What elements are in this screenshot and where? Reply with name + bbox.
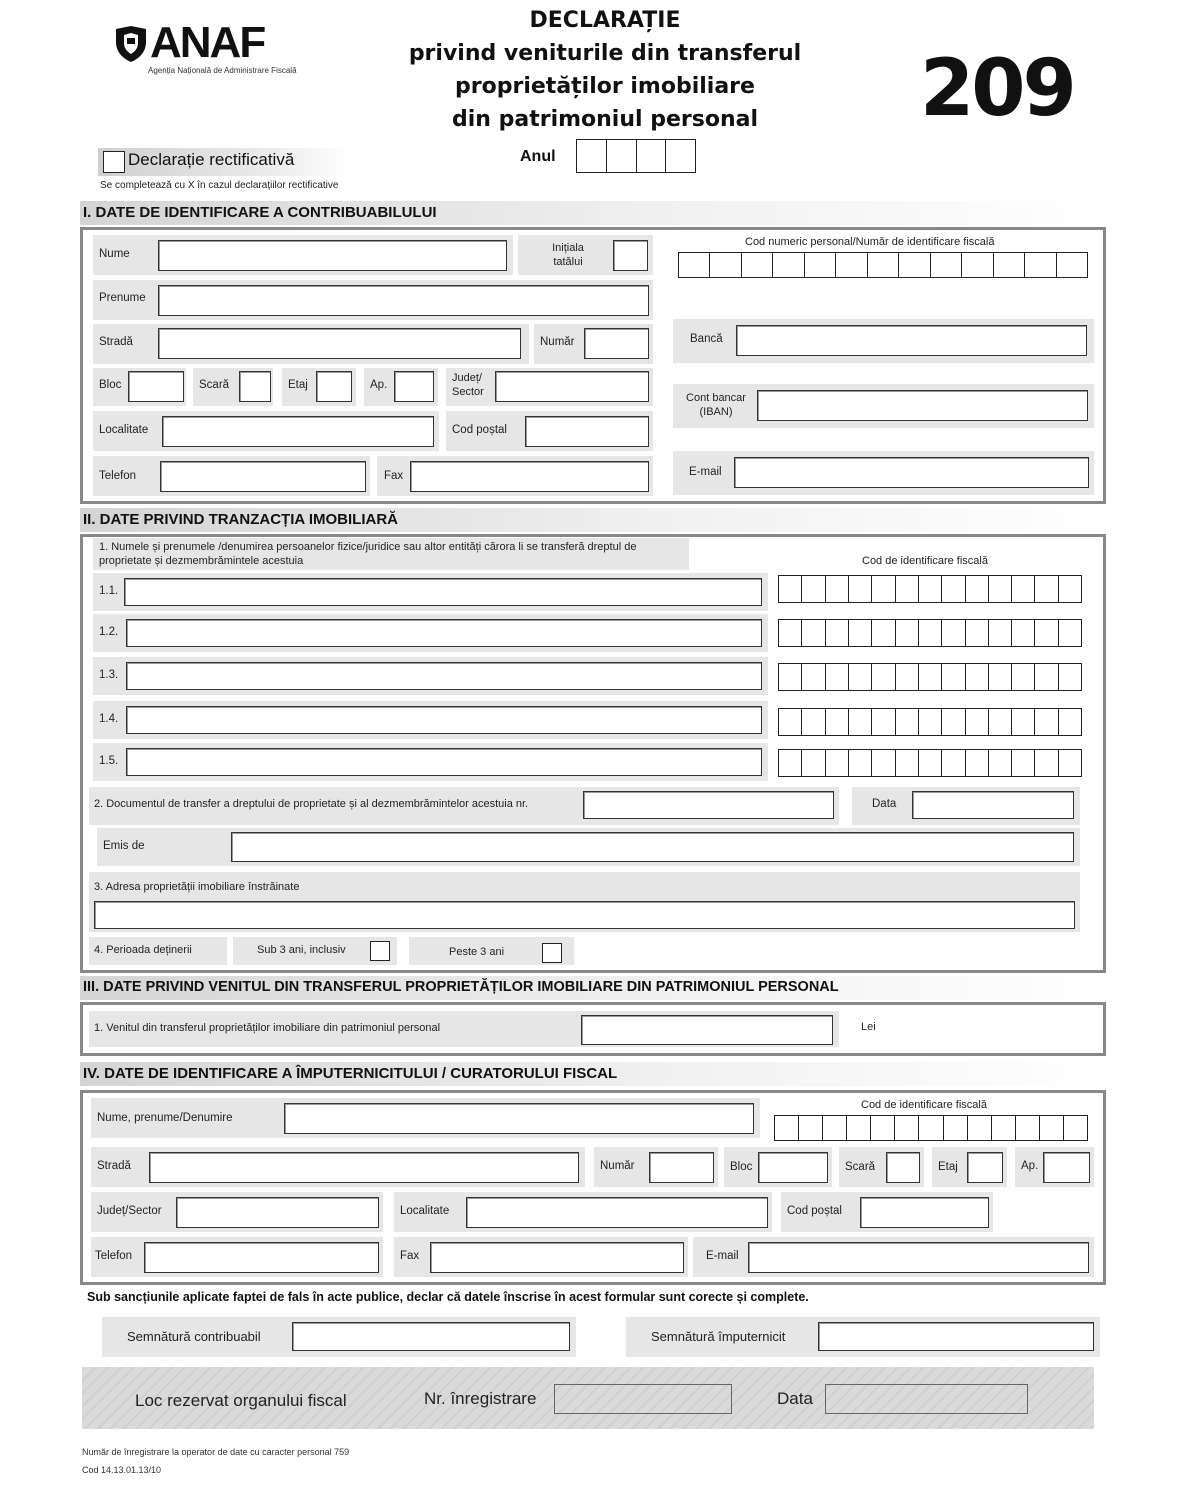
imp-scara-label: Scară [845,1161,876,1173]
judet-label-1: Județ/ [452,372,482,384]
semn-contribuabil-input[interactable] [292,1322,570,1351]
cont-input[interactable] [757,390,1088,421]
scara-input[interactable] [239,371,271,402]
sub3-checkbox[interactable] [370,941,390,961]
person-row-5-label: 1.5. [99,755,119,767]
imp-fax-input[interactable] [430,1242,684,1273]
year-label: Anul [520,148,556,165]
persons-label-1: 1. Numele și prenumele /denumirea persoanelor fizice/juridice sau altor entități cărora li se transferă dreptul de [99,541,637,553]
banca-input[interactable] [736,325,1087,356]
lei-label: Lei [861,1021,876,1033]
fax-label: Fax [384,470,404,482]
data-input[interactable] [912,791,1074,819]
prenume-label: Prenume [99,292,146,304]
imp-cif-grid[interactable] [774,1115,1088,1141]
year-input[interactable] [576,139,696,173]
persons-label-2: proprietate și dezmembrămintele acestuia [99,555,304,567]
bloc-input[interactable] [128,371,184,402]
document-label: 2. Documentul de transfer a dreptului de proprietate și al dezmembrămintelor acestuia nr. [94,798,529,810]
imp-ap-label: Ap. [1021,1160,1039,1172]
title-line-2: privind veniturile din transferul [408,41,802,66]
fax-input[interactable] [410,461,649,492]
cnp-grid[interactable] [678,252,1088,278]
cnp-label: Cod numeric personal/Număr de identificare fiscală [745,236,995,248]
emis-de-input[interactable] [231,832,1074,862]
section-1-header [80,201,1106,225]
person-row-2-input[interactable] [126,619,762,647]
section-4-title: IV. DATE DE IDENTIFICARE A ÎMPUTERNICITULUI / CURATORULUI FISCAL [83,1065,618,1082]
semn-imputernicit-input[interactable] [818,1322,1094,1351]
emis-de-label: Emis de [103,840,145,852]
cont-label [680,391,752,419]
adresa-input[interactable] [94,901,1075,929]
sub3-label: Sub 3 ani, inclusiv [257,944,346,956]
nume-label: Nume [99,248,130,260]
imp-strada-input[interactable] [149,1152,579,1183]
cod-postal-label: Cod poștal [452,424,507,436]
person-row-3-label: 1.3. [99,669,119,681]
etaj-label: Etaj [288,379,308,391]
bloc-label: Bloc [99,379,122,391]
imp-cod-postal-input[interactable] [860,1197,989,1228]
cont-label-1: Cont bancar [686,392,746,404]
cont-label-2: (IBAN) [699,406,733,418]
persons-label [99,540,636,568]
loc-rezervat-label: Loc rezervat organului fiscal [135,1391,347,1410]
adresa-label: 3. Adresa proprietății imobiliare înstrăinate [94,881,300,893]
data-label: Data [872,798,897,810]
imp-bloc-label: Bloc [730,1161,753,1173]
person-row-1-label: 1.1. [99,585,119,597]
imp-fax-label: Fax [400,1250,420,1262]
section-3-title: III. DATE PRIVIND VENITUL DIN TRANSFERUL PROPRIETĂȚILOR IMOBILIARE DIN PATRIMONIUL PERSONAL [83,979,839,995]
reserved-data-box [825,1384,1028,1414]
section-1-title: I. DATE DE IDENTIFICARE A CONTRIBUABILULUI [83,204,437,221]
person-row-5-input[interactable] [126,748,762,776]
imp-bloc-input[interactable] [758,1152,828,1183]
imp-nume-input[interactable] [284,1103,754,1134]
imp-ap-input[interactable] [1043,1152,1090,1183]
imp-judet-label: Județ/Sector [97,1205,162,1217]
imp-judet-input[interactable] [176,1197,379,1228]
nr-inregistrare-box [554,1384,732,1414]
judet-input[interactable] [495,371,649,402]
imp-nume-label: Nume, prenume/Denumire [97,1112,233,1124]
imp-email-input[interactable] [748,1242,1089,1273]
form-number: 209 [920,44,1074,134]
imp-etaj-label: Etaj [938,1161,958,1173]
anaf-shield-icon [114,26,148,62]
anaf-logo [112,18,317,78]
judet-label [446,371,492,399]
title-line-4: din patrimoniul personal [452,107,758,132]
imp-email-label: E-mail [706,1250,739,1262]
cif-label: Cod de identificare fiscală [862,555,988,567]
form-code: Cod 14.13.01.13/10 [82,1465,162,1475]
numar-label: Număr [540,336,575,348]
telefon-input[interactable] [160,461,366,492]
imp-cif-label: Cod de identificare fiscală [861,1099,987,1111]
localitate-input[interactable] [162,416,434,447]
initiala-label-1: Inițiala [552,242,584,254]
venit-input[interactable] [581,1015,833,1045]
logo-text: ANAF [150,18,265,67]
person-row-4-cif[interactable] [778,708,1082,736]
imp-cod-postal-label: Cod poștal [787,1205,842,1217]
semn-contribuabil-label: Semnătură contribuabil [127,1329,261,1344]
title-line-3: proprietăților imobiliare [455,74,755,99]
judet-label-2: Sector [452,386,484,398]
email-input[interactable] [734,457,1089,488]
rectificativa-checkbox[interactable] [103,151,125,173]
title-line-1: DECLARAȚIE [529,8,681,33]
imp-numar-label: Număr [600,1160,635,1172]
numar-input[interactable] [584,328,649,359]
section-3-header [80,976,1106,1000]
scara-label: Scară [199,379,230,391]
imp-localitate-label: Localitate [400,1205,450,1217]
cod-postal-input[interactable] [525,416,649,447]
initiala-label-2: tatălui [553,256,583,268]
ap-input[interactable] [394,371,434,402]
document-input[interactable] [583,791,834,819]
person-row-4-input[interactable] [126,706,762,734]
strada-label: Stradă [99,336,133,348]
peste3-checkbox[interactable] [542,943,562,963]
reserved-data-label: Data [777,1389,813,1408]
imp-etaj-input[interactable] [967,1152,1003,1183]
prenume-input[interactable] [158,285,649,316]
section-2-title: II. DATE PRIVIND TRANZACȚIA IMOBILIARĂ [83,511,398,528]
initiala-input[interactable] [613,240,648,271]
rectificativa-label: Declarație rectificativă [128,150,295,169]
imp-strada-label: Stradă [97,1160,131,1172]
section-4-header [80,1062,1106,1086]
logo-subtitle: Agenția Națională de Administrare Fiscală [148,66,297,75]
telefon-label: Telefon [99,470,137,482]
person-row-1-cif[interactable] [778,575,1082,603]
person-row-5-cif[interactable] [778,749,1082,777]
person-row-2-cif[interactable] [778,619,1082,647]
venit-label: 1. Venitul din transferul proprietăților imobiliare din patrimoniul personal [94,1022,441,1034]
initiala-label [538,241,598,269]
person-row-4-label: 1.4. [99,713,119,725]
semn-imputernicit-label: Semnătură împuternicit [651,1329,786,1344]
person-row-1-input[interactable] [124,578,762,606]
peste3-label: Peste 3 ani [449,946,505,958]
email-label: E-mail [689,466,722,478]
form-title [380,4,830,136]
etaj-input[interactable] [316,371,352,402]
imp-numar-input[interactable] [649,1152,714,1183]
person-row-3-input[interactable] [126,662,762,690]
person-row-2-label: 1.2. [99,626,119,638]
banca-label: Bancă [690,333,723,345]
imp-telefon-input[interactable] [144,1242,379,1273]
rectificativa-note: Se completează cu X în cazul declarațiilor rectificative [100,180,339,191]
imp-telefon-label: Telefon [95,1250,133,1262]
imp-scara-input[interactable] [886,1152,920,1183]
strada-input[interactable] [158,328,521,359]
person-row-3-cif[interactable] [778,663,1082,691]
declaration-text: Sub sancțiunile aplicate faptei de fals în acte publice, declar că datele înscrise în acest formular sunt corecte și complete. [87,1290,809,1304]
imp-localitate-input[interactable] [466,1197,768,1228]
section-2-header [80,508,1106,532]
localitate-label: Localitate [99,424,149,436]
perioada-label: 4. Perioada deținerii [94,944,192,956]
nr-inregistrare-label: Nr. înregistrare [424,1389,537,1408]
operator-note: Număr de înregistrare la operator de date cu caracter personal 759 [82,1447,350,1457]
nume-input[interactable] [158,240,507,271]
ap-label: Ap. [370,379,388,391]
